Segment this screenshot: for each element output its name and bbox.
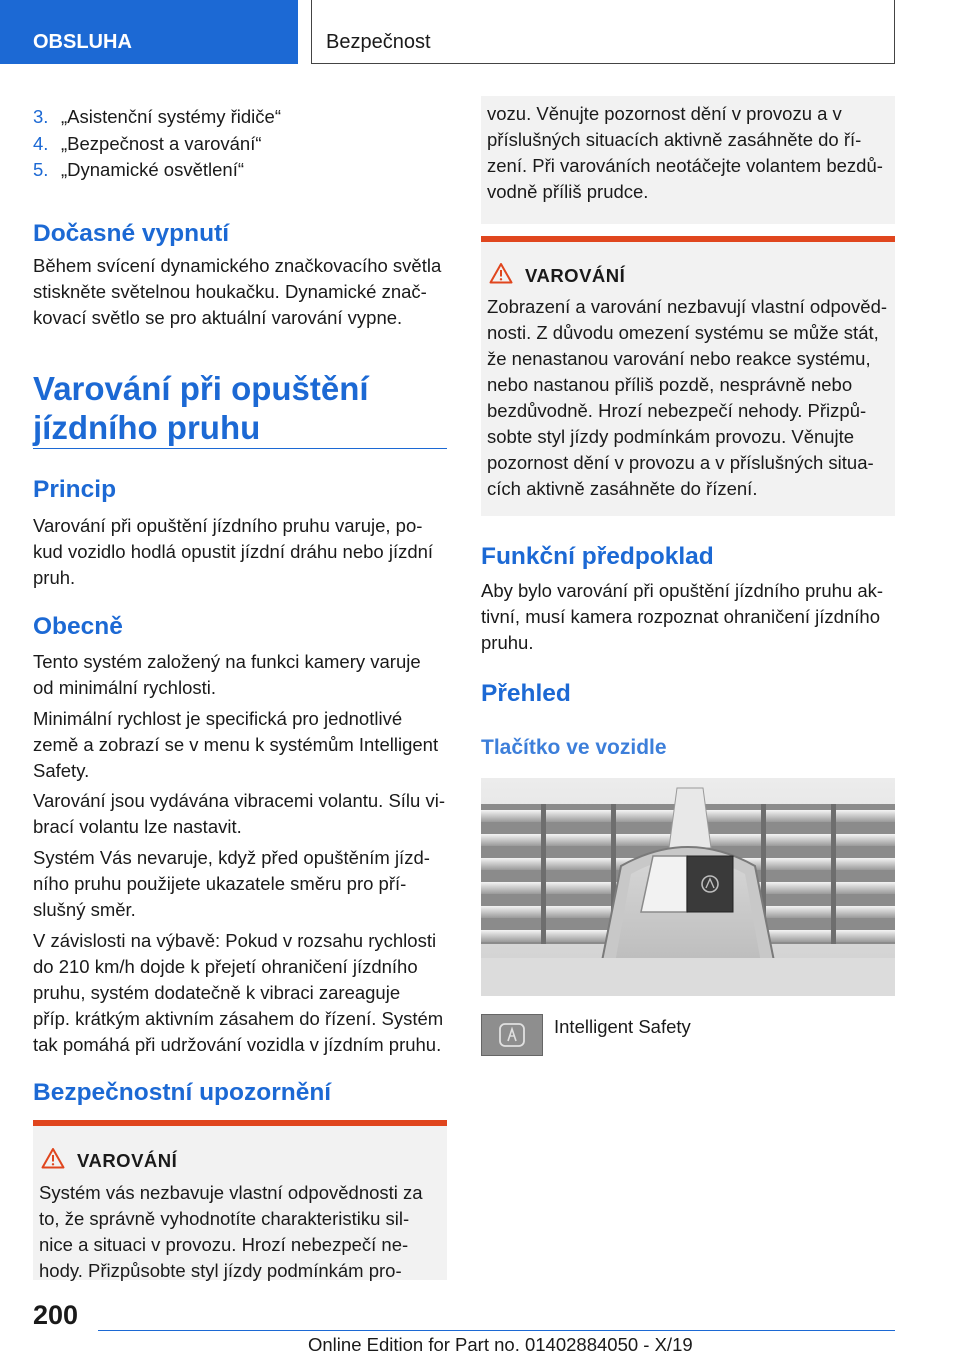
numbered-list — [33, 104, 447, 184]
precondition-text: Aby bylo varování při opuštění jízdního pruhu ak- tivní, musí kamera rozpoznat ohraničení jízdního pruhu. — [481, 580, 884, 653]
page-number: 200 — [33, 1300, 79, 1330]
warning-text: Zobrazení a varování nezbavují vlastní odpověd- nosti. Z důvodu omezení systému se může stát, že nenastanou varování nebo reakce systému, nebo nastanou příliš pozdě, nesprávně nebo bezdůvodně. Hrozí nebezpečí nehody. Přizpů- sobte styl jízdy podmínkám provozu. Věnujte pozornost dění v provozu a v příslušných situa- cích aktivně zasáhněte do řízení. — [487, 296, 888, 499]
warning-bar — [33, 1120, 447, 1126]
button-heading: Tlačítko ve vozidle — [481, 736, 667, 759]
warning-triangle-icon — [489, 262, 513, 284]
title-divider — [33, 448, 447, 449]
warning-text: Systém vás nezbavuje vlastní odpovědnosti za to, že správně vyhodnotíte charakteristiku sil- nice a situaci v provozu. Hrozí nebezpečí ne- hody. Přizpůsobte styl jízdy podmínkám pro- — [39, 1182, 423, 1281]
warning-box — [481, 236, 895, 516]
general-paragraph: Varování jsou vydávána vibracemi volantu. Sílu vi- brací volantu lze nastavit. — [33, 790, 445, 837]
page-title: Varování při opuštění jízdního pruhu — [33, 370, 369, 446]
principle-text: Varování při opuštění jízdního pruhu varuje, po- kud vozidlo hodlá opustit jízdní dráhu nebo jízdní pruh. — [33, 515, 434, 588]
vehicle-button-photo — [481, 778, 895, 996]
intelligent-safety-button-icon — [481, 1014, 543, 1056]
precondition-heading: Funkční předpoklad — [481, 543, 714, 570]
footer-divider — [98, 1330, 895, 1331]
warning-triangle-icon — [41, 1147, 65, 1169]
warning-text: vozu. Věnujte pozornost dění v provozu a v příslušných situacích aktivně zasáhněte do ří- zení. Při varováních neotáčejte volantem bezdů- vodně příliš prudce. — [487, 103, 883, 202]
chapter-title: Bezpečnost — [311, 0, 895, 64]
section-tab: OBSLUHA — [0, 0, 298, 64]
temp-off-text: Během svícení dynamického značkovacího světla stiskněte světelnou houkačku. Dynamické znač- kovací světlo se pro aktuální varování vypne. — [33, 255, 442, 328]
warning-title: VAROVÁNÍ — [525, 265, 626, 286]
warning-box — [33, 1120, 447, 1280]
temp-off-heading: Dočasné vypnutí — [33, 220, 230, 247]
list-item: 4. „Bezpečnost a varování“ — [33, 132, 262, 154]
overview-heading: Přehled — [481, 680, 571, 707]
warning-box-continued — [481, 96, 895, 224]
general-paragraph: V závislosti na výbavě: Pokud v rozsahu rychlosti do 210 km/h dojde k přejetí ohraničení jízdního pruhu, systém dodatečně k vibraci zareaguje příp. krátkým aktivním zásahem do řízení. Systém tak pomáhá při udržování vozidla v jízdním pruhu. — [33, 930, 444, 1055]
intelligent-safety-icon — [482, 1015, 542, 1055]
warning-title: VAROVÁNÍ — [77, 1150, 178, 1171]
general-heading: Obecně — [33, 613, 123, 640]
footer-edition: Online Edition for Part no. 01402884050 - X/19 — [308, 1334, 693, 1355]
button-label: Intelligent Safety — [554, 1016, 691, 1037]
list-item: 3. „Asistenční systémy řidiče“ — [33, 106, 281, 127]
general-paragraph: Systém Vás nevaruje, když před opuštěním jízd- ního pruhu použijete ukazatele směru pro pří- slušný směr. — [33, 847, 430, 920]
list-item: 5. „Dynamické osvětlení“ — [33, 159, 245, 180]
principle-heading: Princip — [33, 476, 117, 503]
dashboard-vent-illustration — [481, 778, 895, 996]
safety-heading: Bezpečnostní upozornění — [33, 1079, 332, 1106]
general-paragraph: Minimální rychlost je specifická pro jednotlivé země a zobrazí se v menu k systémům Intelligent Safety. — [33, 708, 439, 781]
warning-bar — [481, 236, 895, 242]
general-paragraph: Tento systém založený na funkci kamery varuje od minimální rychlosti. — [33, 651, 421, 698]
